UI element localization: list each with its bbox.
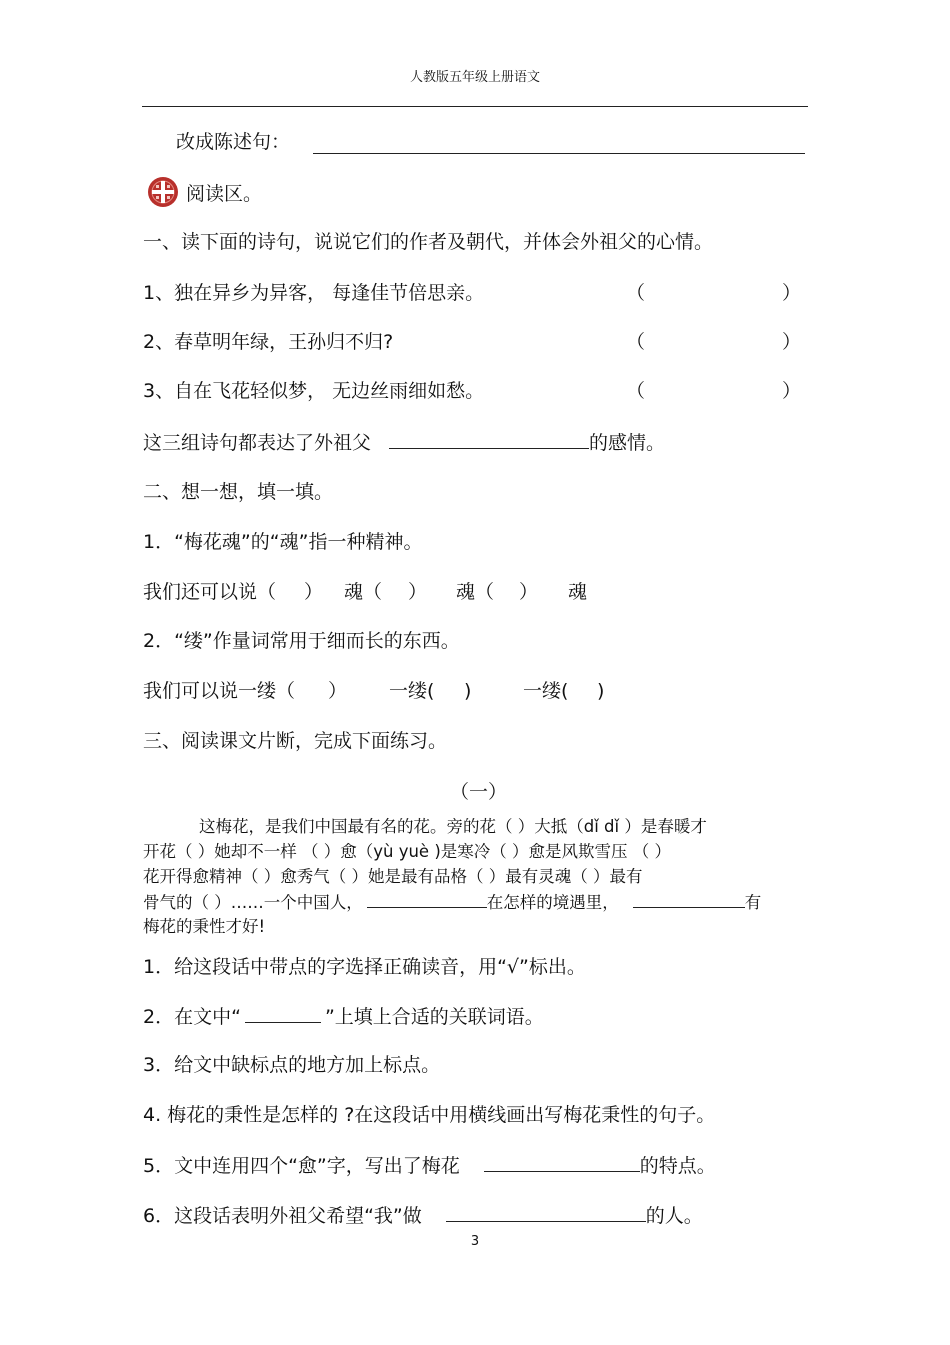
part3-q2-prefix: 2．在文中“: [143, 1006, 241, 1028]
q1-word-1: 魂（: [344, 581, 383, 603]
rewrite-answer-line: [313, 153, 805, 154]
q5-blank: [484, 1153, 640, 1172]
q1-word-3: 魂: [568, 581, 588, 603]
passage-line-4-a: 骨气的（ ）……一个中国人，: [143, 893, 363, 912]
part3-q5-suffix: 的特点。: [639, 1155, 716, 1177]
header-rule: [142, 106, 808, 107]
part2-heading: 二、想一想，填一填。: [143, 481, 334, 503]
rewrite-label: 改成陈述句：: [176, 131, 291, 153]
q2-close-2: ): [464, 680, 472, 702]
poem-1-paren-open: （: [626, 282, 646, 304]
part3-q4: 4. 梅花的秉性是怎样的 ?在这段话中用横线画出写梅花秉性的句子。: [143, 1104, 716, 1126]
part2-q1: 1．“梅花魂”的“魂”指一种精神。: [143, 531, 423, 553]
passage-blank-1: [367, 891, 487, 908]
q1-close-1: ）: [304, 581, 324, 603]
passage-line-5: 梅花的秉性才好!: [143, 917, 266, 936]
part3-q5-prefix: 5．文中连用四个“愈”字，写出了梅花: [143, 1155, 460, 1177]
q2-close-3: ): [597, 680, 605, 702]
page-header: 人教版五年级上册语文: [409, 70, 540, 85]
part3-subheading: （一）: [450, 781, 508, 803]
summary-blank: [389, 430, 589, 449]
passage-line-4: [143, 891, 761, 914]
reading-section-label: 阅读区。: [186, 183, 263, 205]
part3-q5: [143, 1153, 716, 1178]
passage-line-3: 花开得愈精神（ ）愈秀气（ ）她是最有品格（ ）最有灵魂（ ）最有: [143, 867, 643, 886]
poem-3-paren-close: ）: [782, 380, 802, 402]
part2-q2: 2．“缕”作量词常用于细而长的东西。: [143, 630, 460, 652]
passage-line-2: 开花（ ）她却不一样 （ ）愈（yù yuè )是寒冷（ ）愈是风欺雪压 （ ）: [143, 842, 671, 861]
poem-2-paren-open: （: [626, 331, 646, 353]
passage-blank-2: [633, 891, 745, 908]
part1-heading: 一、读下面的诗句，说说它们的作者及朝代，并体会外祖父的心情。: [143, 231, 714, 253]
q2-close-1: ）: [328, 680, 348, 702]
passage-line-1: 这梅花，是我们中国最有名的花。旁的花（ ）大抵（dǐ dǐ ）是春暖才: [199, 817, 707, 836]
poem-line-1: 1、独在异乡为异客， 每逢佳节倍思亲。: [143, 282, 485, 304]
part1-summary-prefix: 这三组诗句都表达了外祖父: [143, 432, 372, 454]
q1-word-2: 魂（: [456, 581, 495, 603]
part1-summary: [143, 430, 665, 455]
part1-summary-suffix: 的感情。: [589, 432, 666, 454]
part3-q1: 1．给这段话中带点的字选择正确读音，用“√”标出。: [143, 956, 586, 978]
poem-3-paren-open: （: [626, 380, 646, 402]
q1-prefix: 我们还可以说（: [143, 581, 277, 603]
part3-q3: 3．给文中缺标点的地方加上标点。: [143, 1054, 441, 1076]
poem-line-2: 2、春草明年绿，王孙归不归?: [143, 331, 394, 353]
reading-badge-icon: [147, 176, 179, 208]
part3-q2-suffix: ”上填上合适的关联词语。: [324, 1006, 544, 1028]
part3-heading: 三、阅读课文片断，完成下面练习。: [143, 730, 448, 752]
page-number: 3: [470, 1234, 480, 1249]
q2-word-1: 一缕(: [389, 680, 435, 702]
part3-q2: [143, 1004, 544, 1029]
part3-q6-suffix: 的人。: [645, 1205, 703, 1227]
q6-blank: [446, 1203, 646, 1222]
poem-2-paren-close: ）: [782, 331, 802, 353]
q1-close-3: ）: [519, 581, 539, 603]
q2-prefix: 我们可以说一缕（: [143, 680, 296, 702]
passage-line-4-c: 有: [744, 893, 762, 912]
poem-1-paren-close: ）: [782, 282, 802, 304]
q1-close-2: ）: [408, 581, 428, 603]
passage-line-4-b: 在怎样的境遇里，: [486, 893, 619, 912]
q2-blank: [245, 1004, 321, 1023]
q2-word-2: 一缕(: [523, 680, 569, 702]
part3-q6: [143, 1203, 703, 1228]
poem-line-3: 3、自在飞花轻似梦， 无边丝雨细如愁。: [143, 380, 485, 402]
part3-q6-prefix: 6．这段话表明外祖父希望“我”做: [143, 1205, 422, 1227]
